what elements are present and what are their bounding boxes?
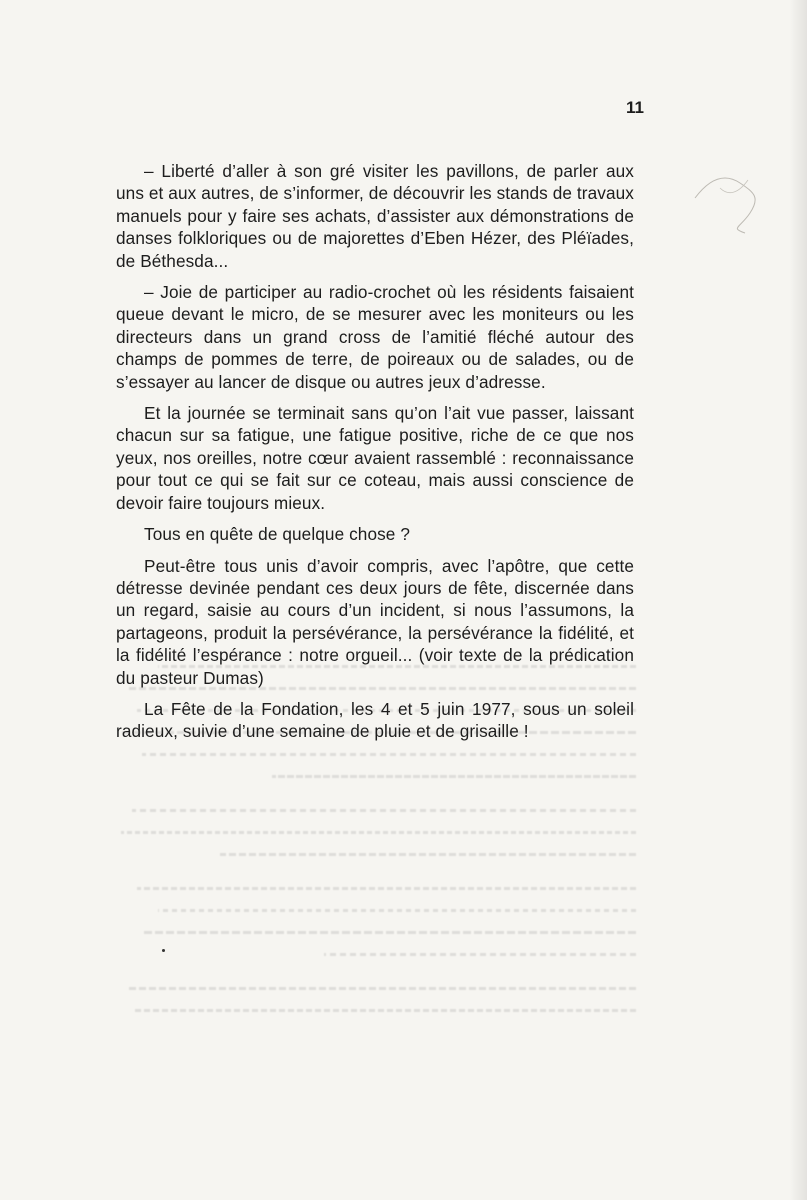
body-text [116, 160, 634, 752]
paragraph-joie: – Joie de participer au radio-crochet où les résidents faisaient queue devant le micro, de se mesurer avec les moniteurs ou les directeurs dans un grand cross de l’amitié fléché autour des champs de pommes de terre, de poireaux ou de salades, ou de s’essayer au lancer de disque ou autres jeux d’adresse. [116, 282, 634, 392]
ink-speck [162, 949, 165, 952]
page-number: 11 [626, 98, 644, 117]
paragraph-question: Tous en quête de quelque chose ? [144, 524, 410, 545]
paragraph-fete: La Fête de la Fondation, les 4 et 5 juin 1977, sous un soleil radieux, suivie d’une semaine de pluie et de grisaille ! [116, 698, 634, 742]
page-edge-shadow [789, 0, 807, 1200]
paragraph-journee: Et la journée se terminait sans qu’on l’ait vue passer, laissant chacun sur sa fatigue, une fatigue positive, riche de ce que nos yeux, nos oreilles, notre cœur avaient rassemblé : reconnaissance pour tout ce qui se fait sur ce coteau, mais aussi conscience de devoir faire toujours mieux. [116, 403, 634, 513]
paragraph-apotre: Peut-être tous unis d’avoir compris, avec l’apôtre, que cette détresse devinée pendant ces deux jours de fête, discernée dans un regard, saisie au cours d’un incident, si nous l’assumons, la partageons, produit la persévérance, la persévérance la fidélité, et la fidélité l’espérance : notre orgueil... (voir texte de la prédication du pasteur Dumas) [116, 555, 634, 688]
paper-fiber-mark [690, 168, 770, 238]
paragraph-liberte: – Liberté d’aller à son gré visiter les pavillons, de parler aux uns et aux autres, de s’informer, de découvrir les stands de travaux manuels pour y faire ses achats, d’assister aux démonstrations de danses folkloriques ou de majorettes d’Eben Hézer, des Pléïades, de Béthesda... [116, 161, 634, 271]
